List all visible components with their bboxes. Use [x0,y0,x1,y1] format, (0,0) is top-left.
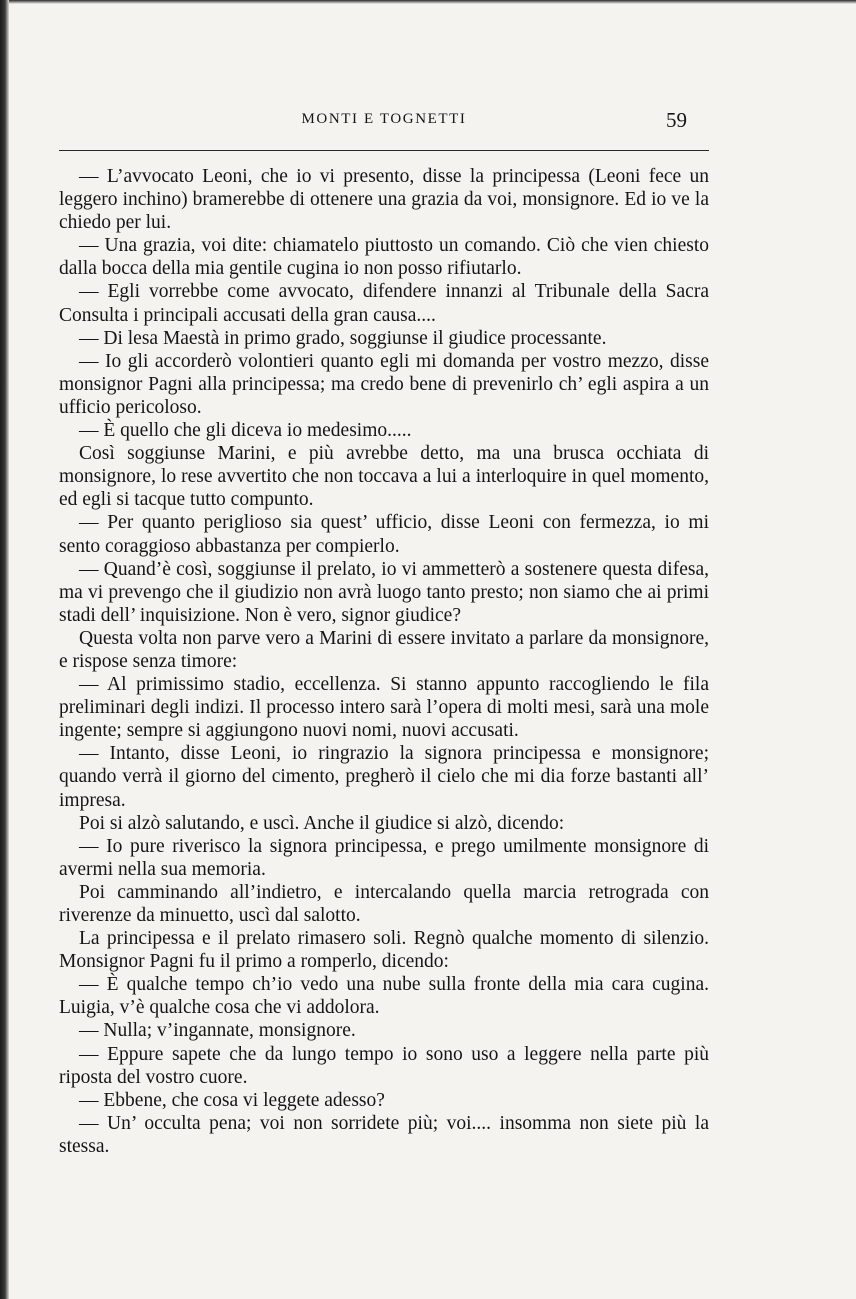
paragraph: — È quello che gli diceva io medesimo..... [79,420,412,442]
paragraph: — Una grazia, voi dite: chiamatelo piuttosto un comando. Ciò che vien chiesto dalla bocca della mia gentile cugina io non posso rifiutarlo. [59,235,709,280]
paragraph: — Io pure riverisco la signora principessa, e prego umilmente monsignore di avermi nella sua memoria. [59,835,709,880]
running-title: MONTI E TOGNETTI [301,111,467,127]
paragraph: — Eppure sapete che da lungo tempo io sono uso a leggere nella parte più riposta del vostro cuore. [59,1043,709,1088]
paragraph: — Un’ occulta pena; voi non sorridete più; voi.... insomma non siete più la stessa. [59,1112,709,1157]
paragraph: — Io gli accorderò volontieri quanto egli mi domanda per vostro mezzo, disse monsignor Pagni alla principessa; ma credo bene di prevenirlo ch’ egli aspira a un ufficio pericoloso. [59,350,709,418]
paragraph: Questa volta non parve vero a Marini di essere invitato a parlare da monsignore, e rispose senza timore: [59,627,709,672]
book-page [59,0,709,1299]
paragraph: — Al primissimo stadio, eccellenza. Si stanno appunto raccogliendo le fila preliminari degli indizi. Il processo intero sarà l’opera di molti mesi, sarà una mole ingente; sempre si aggiungono nuovi nomi, nuovi accusati. [59,674,709,742]
paragraph: Poi camminando all’indietro, e intercalando quella marcia retrograda con riverenze da minuetto, uscì dal salotto. [59,881,709,926]
paragraph: Così soggiunse Marini, e più avrebbe detto, ma una brusca occhiata di monsignore, lo rese avvertito che non toccava a lui a interloquire in quel momento, ed egli si tacque tutto compunto. [59,443,709,511]
paragraph: — Nulla; v’ingannate, monsignore. [79,1020,356,1042]
paragraph: — Intanto, disse Leoni, io ringrazio la signora principessa e monsignore; quando verrà il giorno del cimento, pregherò il cielo che mi dia forze bastanti all’ impresa. [59,743,709,811]
paragraph: — Egli vorrebbe come avvocato, difendere innanzi al Tribunale della Sacra Consulta i principali accusati della gran causa.... [59,281,709,326]
paragraph: — Di lesa Maestà in primo grado, soggiunse il giudice processante. [79,327,607,349]
running-head [59,104,709,134]
paragraph: — Ebbene, che cosa vi leggete adesso? [79,1089,385,1111]
page-number: 59 [666,108,687,132]
body-text [59,165,709,1158]
paragraph: — L’avvocato Leoni, che io vi presento, disse la principessa (Leoni fece un leggero inchino) bramerebbe di ottenere una grazia da voi, monsignore. Ed io ve la chiedo per lui. [59,166,709,234]
paragraph: — Quand’è così, soggiunse il prelato, io vi ammetterò a sostenere questa difesa, ma vi prevengo che il giudizio non avrà luogo tanto presto; non siamo che ai primi stadi dell’ inquisizione. Non è vero, signor giudice? [59,558,709,626]
paragraph: — È qualche tempo ch’io vedo una nube sulla fronte della mia cara cugina. Luigia, v’è qualche cosa che vi addolora. [59,974,709,1019]
paragraph: Poi si alzò salutando, e uscì. Anche il giudice si alzò, dicendo: [79,812,565,834]
paragraph: La principessa e il prelato rimasero soli. Regnò qualche momento di silenzio. Monsignor Pagni fu il primo a romperlo, dicendo: [59,928,709,973]
scan-edge-left [0,0,9,1299]
paragraph: — Per quanto periglioso sia quest’ ufficio, disse Leoni con fermezza, io mi sento coraggioso abbastanza per compierlo. [59,512,709,557]
header-rule [59,150,709,151]
